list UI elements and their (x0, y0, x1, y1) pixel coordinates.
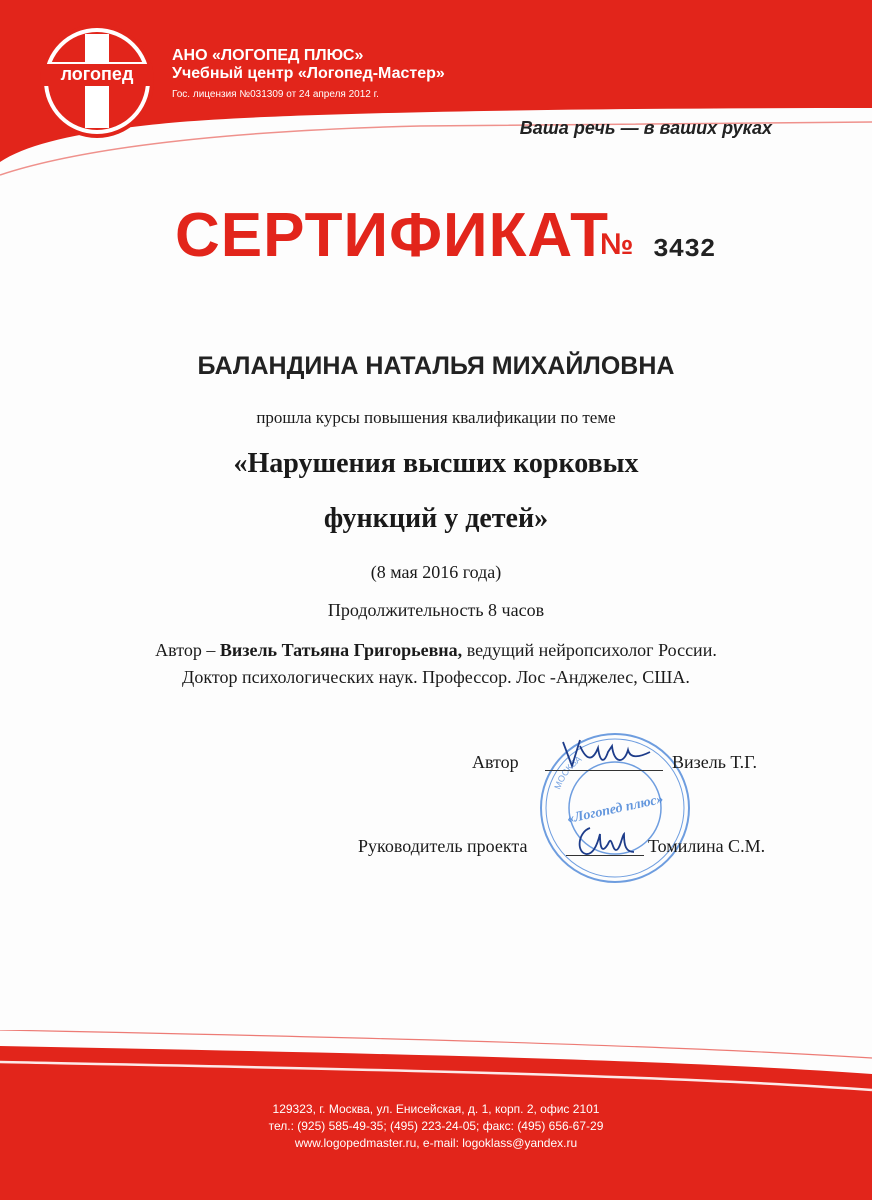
footer-phones: тел.: (925) 585-49-35; (495) 223-24-05; факс: (495) 656-67-29 (268, 1119, 604, 1133)
number-label: № (600, 228, 634, 261)
stamp-city: МОСКВА (552, 753, 584, 791)
manager-signature (572, 822, 642, 860)
author-suffix: ведущий нейропсихолог России. (462, 640, 717, 660)
footer-web: www.logopedmaster.ru, e-mail: logoklass@yandex.ru (294, 1136, 578, 1150)
course-topic-line1: «Нарушения высших корковых (233, 448, 639, 479)
slogan: Ваша речь — в ваших руках (519, 118, 772, 138)
author-role-label: Автор (472, 752, 519, 772)
course-date: (8 мая 2016 года) (370, 562, 502, 582)
manager-role-label: Руководитель проекта (358, 836, 528, 856)
license-info: Гос. лицензия №031309 от 24 апреля 2012 г. (172, 89, 379, 100)
author-prefix: Автор – (155, 640, 220, 660)
author-signer-name: Визель Т.Г. (672, 752, 757, 772)
center-name: Учебный центр «Логопед-Мастер» (172, 65, 445, 82)
logoped-logo (38, 22, 156, 140)
intro-text: прошла курсы повышения квалификации по теме (256, 408, 616, 427)
org-name: АНО «ЛОГОПЕД ПЛЮС» (172, 47, 364, 64)
course-topic-line2: функций у детей» (323, 503, 549, 534)
logo-text: логопед (60, 64, 134, 84)
course-duration: Продолжительность 8 часов (327, 600, 545, 620)
footer-address: 129323, г. Москва, ул. Енисейская, д. 1, корп. 2, офис 2101 (272, 1102, 600, 1116)
author-full-name: Визель Татьяна Григорьевна, (219, 640, 463, 660)
stamp-text: «Логопед плюс» (565, 791, 665, 828)
author-signature (558, 734, 658, 774)
certificate-number: 3432 (653, 234, 716, 264)
author-credentials: Доктор психологических наук. Профессор. Лос -Анджелес, США. (182, 667, 690, 687)
author-info (0, 640, 872, 661)
manager-signer-name: Томилина С.М. (648, 836, 766, 856)
recipient-name: БАЛАНДИНА НАТАЛЬЯ МИХАЙЛОВНА (197, 352, 675, 380)
certificate-title: СЕРТИФИКАТ (175, 201, 609, 270)
